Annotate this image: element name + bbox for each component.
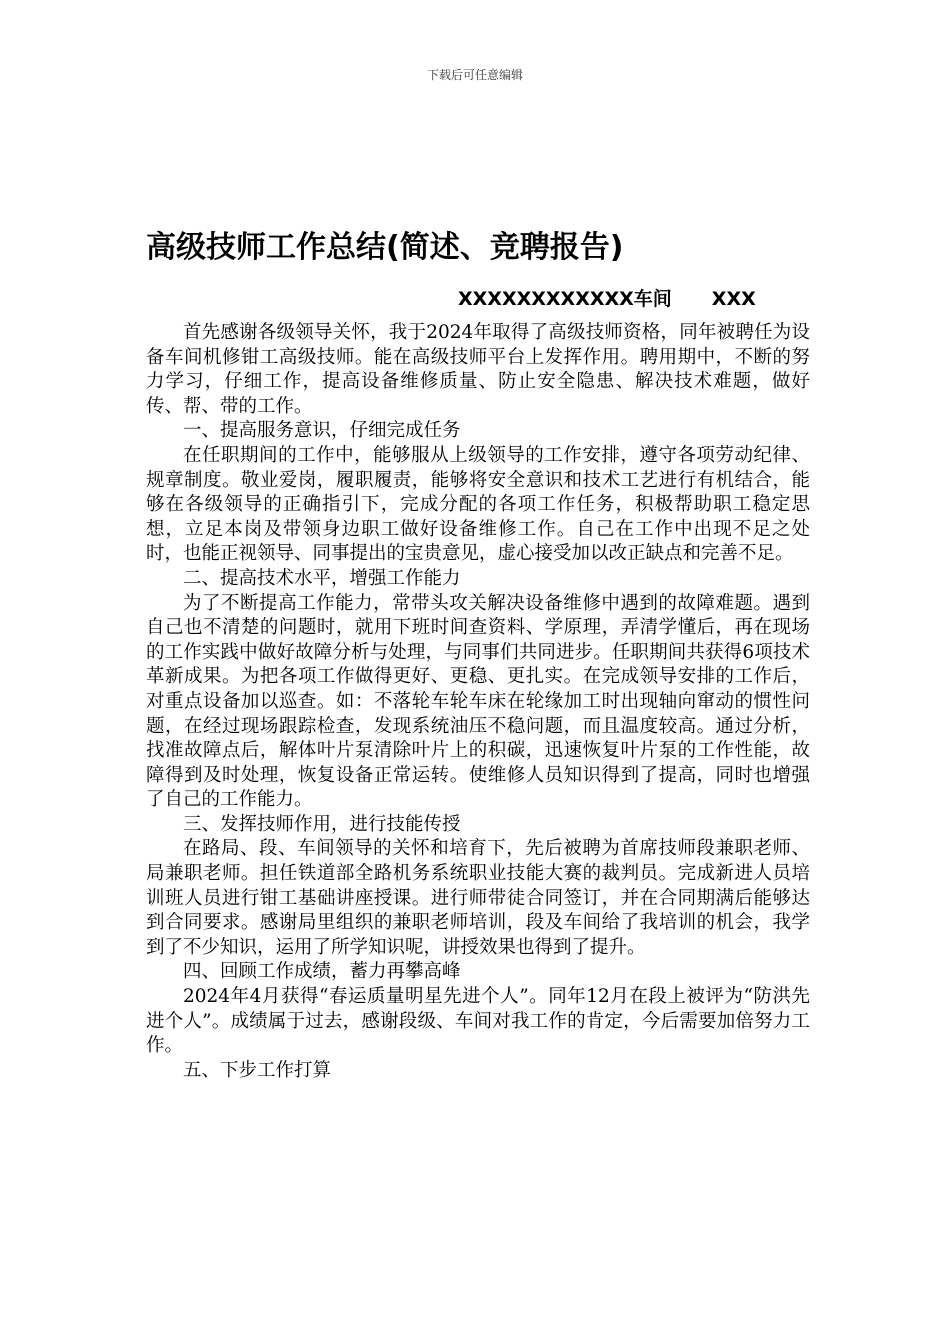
paragraph-intro: 首先感谢各级领导关怀，我于2024年取得了高级技师资格，同年被聘任为设备车间机修钳工高级技师。能在高级技师平台上发挥作用。聘用期中，不断的努力学习，仔细工作，提高设备维修质量、防止安全隐患、解决技术难题，做好传、帮、带的工作。 (146, 322, 810, 417)
paragraph-1: 在任职期间的工作中，能够服从上级领导的工作安排，遵守各项劳动纪律、规章制度。敬业爱岗，履职履责，能够将安全意识和技术工艺进行有机结合，能够在各级领导的正确指引下，完成分配的各项工作任务，积极帮助职工稳定思想，立足本岗及带领身边职工做好设备维修工作。自己在工作中出现不足之处时，也能正视领导、同事提出的宝贵意见，虚心接受加以改正缺点和完善不足。 (146, 444, 810, 565)
paragraph-3: 在路局、段、车间领导的关怀和培育下，先后被聘为首席技师段兼职老师、局兼职老师。担任铁道部全路机务系统职业技能大赛的裁判员。完成新进人员培训班人员进行钳工基础讲座授课。进行师带徒合同签订，并在合同期满后能够达到合同要求。感谢局里组织的兼职老师培训，段及车间给了我培训的机会，我学到了不少知识，运用了所学知识呢，讲授效果也得到了提升。 (146, 838, 810, 958)
byline (458, 284, 756, 314)
section-heading-1: 一、提高服务意识，仔细完成任务 (183, 420, 461, 442)
section-heading-4: 四、回顾工作成绩，蓄力再攀高峰 (183, 961, 461, 983)
byline-name: XXX (711, 288, 756, 310)
byline-department: XXXXXXXXXXXX车间 (458, 288, 672, 310)
header-note: 下载后可任意编辑 (426, 68, 523, 82)
section-heading-2: 二、提高技术水平，增强工作能力 (183, 567, 461, 589)
section-heading-5: 五、下步工作打算 (183, 1059, 332, 1081)
section-heading-3: 三、发挥技师作用，进行技能传授 (183, 813, 461, 835)
paragraph-2: 为了不断提高工作能力，常带头攻关解决设备维修中遇到的故障难题。遇到自己也不清楚的问题时，就用下班时间查资料、学原理，弄清学懂后，再在现场的工作实践中做好故障分析与处理，与同事们共同进步。任职期间共获得6项技术革新成果。为把各项工作做得更好、更稳、更扎实。在完成领导安排的工作后，对重点设备加以巡查。如：不落轮车轮车床在轮缘加工时出现轴向窜动的惯性问题，在经过现场跟踪检查，发现系统油压不稳问题，而且温度较高。通过分析，找准故障点后，解体叶片泵清除叶片上的积碳，迅速恢复叶片泵的工作性能，故障得到及时处理，恢复设备正常运转。使维修人员知识得到了提高，同时也增强了自己的工作能力。 (146, 592, 810, 811)
document-body (146, 321, 810, 1083)
document-title: 高级技师工作总结(简述、竞聘报告) (146, 230, 624, 265)
paragraph-4: 2024年4月获得“春运质量明星先进个人”。同年12月在段上被评为“防洪先进个人”。成绩属于过去，感谢段级、车间对我工作的肯定，今后需要加倍努力工作。 (146, 986, 810, 1057)
